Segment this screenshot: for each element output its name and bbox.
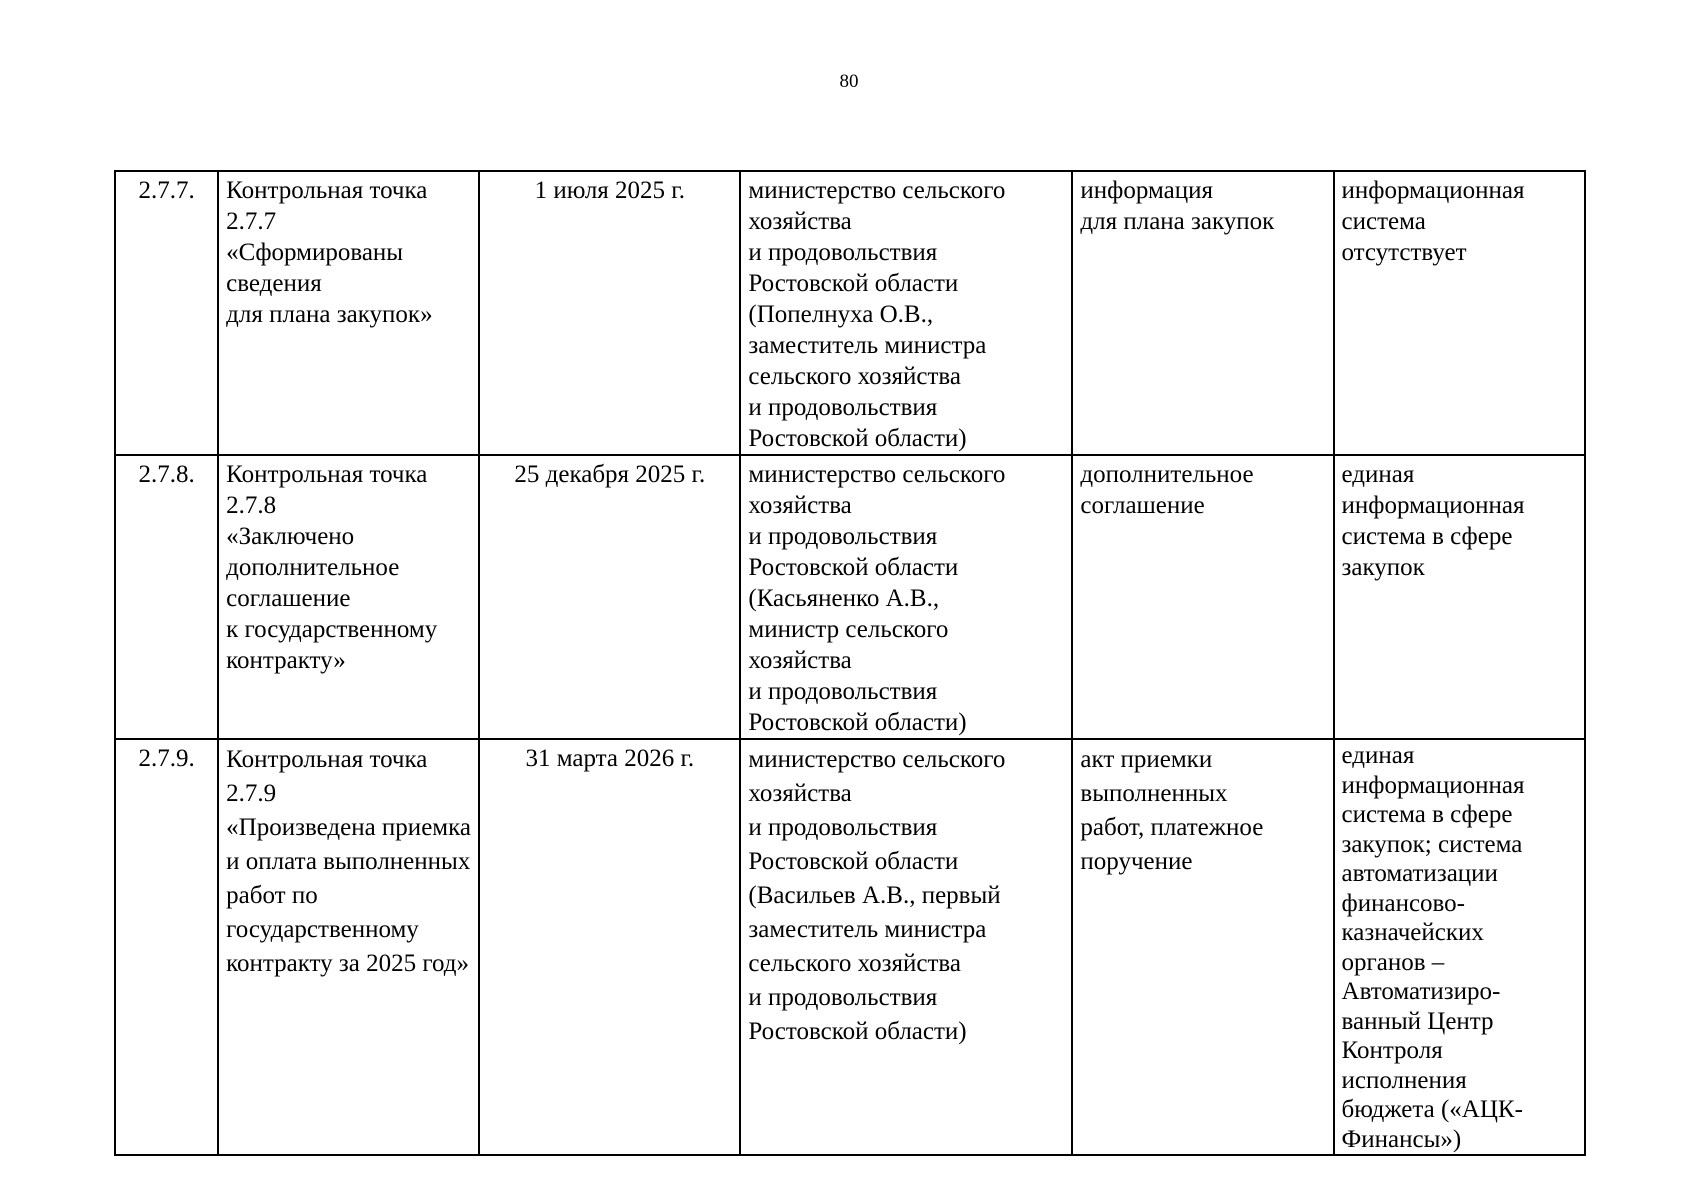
information-system-cell: единая информационная система в сфере закупок; система автоматизации финансово- казначейских органов – Автоматизиро- ванный Центр Контроля исполнения бюджета («АЦК- Финансы») bbox=[1334, 739, 1585, 1155]
responsible-executor-cell: министерство сельского хозяйства и продовольствия Ростовской области (Попелнуха О.В., заместитель министра сельского хозяйства и продовольствия Ростовской области) bbox=[740, 171, 1072, 455]
information-system-cell: информационная система отсутствует bbox=[1334, 171, 1585, 455]
information-system-cell: единая информационная система в сфере закупок bbox=[1334, 455, 1585, 739]
control-point-name-cell: Контрольная точка 2.7.9 «Произведена приемка и оплата выполненных работ по государственному контракту за 2025 год» bbox=[218, 739, 479, 1155]
deadline-date-cell: 1 июля 2025 г. bbox=[479, 171, 740, 455]
table-row bbox=[115, 171, 1585, 455]
responsible-executor-cell: министерство сельского хозяйства и продовольствия Ростовской области (Касьяненко А.В., министр сельского хозяйства и продовольствия Ростовской области) bbox=[740, 455, 1072, 739]
control-point-name-cell: Контрольная точка 2.7.7 «Сформированы сведения для плана закупок» bbox=[218, 171, 479, 455]
table-row bbox=[115, 455, 1585, 739]
confirming-document-cell: информация для плана закупок bbox=[1072, 171, 1333, 455]
table-row bbox=[115, 739, 1585, 1155]
confirming-document-cell: акт приемки выполненных работ, платежное поручение bbox=[1072, 739, 1333, 1155]
row-number-cell: 2.7.9. bbox=[115, 739, 218, 1155]
page-number: 80 bbox=[839, 71, 859, 92]
row-number-cell: 2.7.7. bbox=[115, 171, 218, 455]
row-number-cell: 2.7.8. bbox=[115, 455, 218, 739]
responsible-executor-cell: министерство сельского хозяйства и продовольствия Ростовской области (Васильев А.В., первый заместитель министра сельского хозяйства и продовольствия Ростовской области) bbox=[740, 739, 1072, 1155]
deadline-date-cell: 25 декабря 2025 г. bbox=[479, 455, 740, 739]
control-points-table bbox=[114, 170, 1586, 1156]
deadline-date-cell: 31 марта 2026 г. bbox=[479, 739, 740, 1155]
confirming-document-cell: дополнительное соглашение bbox=[1072, 455, 1333, 739]
control-point-name-cell: Контрольная точка 2.7.8 «Заключено дополнительное соглашение к государственному контракту» bbox=[218, 455, 479, 739]
